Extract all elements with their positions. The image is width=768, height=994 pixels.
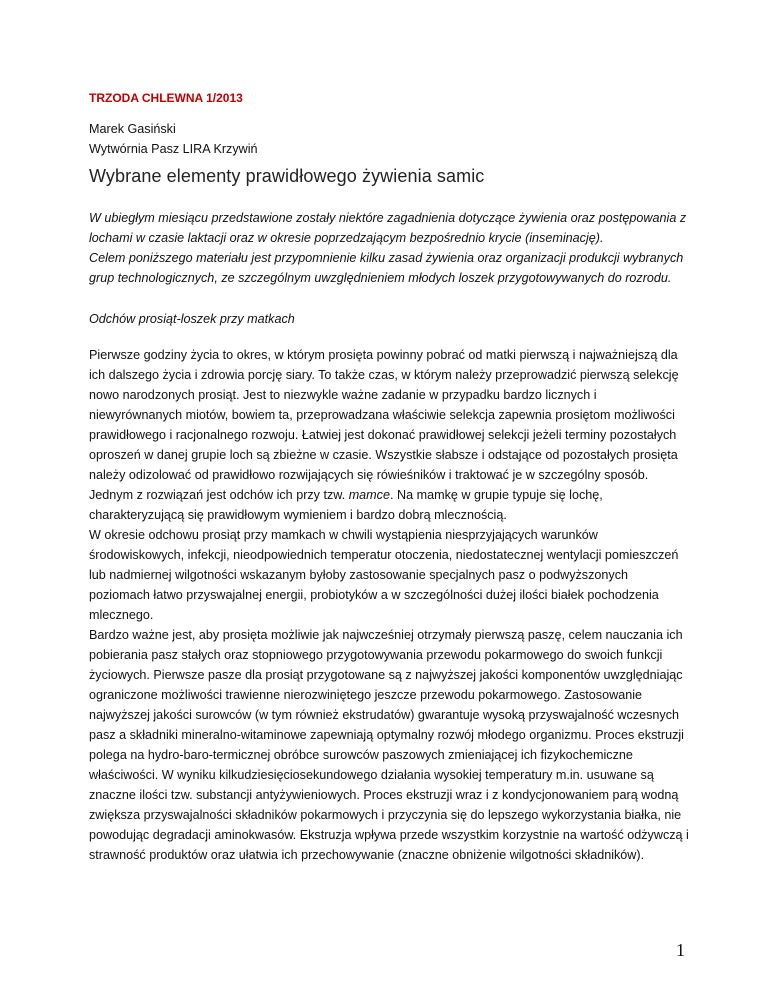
page-number: 1 — [676, 940, 685, 960]
body-paragraph-3: Bardzo ważne jest, aby prosięta możliwie jak najwcześniej otrzymały pierwszą paszę, celem nauczania ich pobierania pasz stałych oraz stopniowego przygotowywania przewodu pokarmowego do swoich funkcji życiowych. Pierwsze pasze dla prosiąt przygotowane są z najwyższej jakości komponentów uwzględniając ograniczone możliwości trawienne nierozwiniętego jeszcze przewodu pokarmowego. Zastosowanie najwyższej jakości surowców (w tym również ekstrudatów) gwarantuje wysoką przyswajalność wczesnych pasz a składniki mineralno-witaminowe zapewniają optymalny rozwój młodego organizmu. Proces ekstruzji polega na hydro-baro-termicznej obróbce surowców paszowych zmieniającej ich fizykochemiczne właściwości. W wyniku kilkudziesięciosekundowego działania wysokiej temperatury m.in. usuwane są znaczne ilości tzw. substancji antyżywieniowych. Proces ekstruzji wraz i z kondycjonowaniem parą wodną zwiększa przyswajalności składników pokarmowych i przyczynia się do lepszego wykorzystania białka, nie powodując degradacji aminokwasów. Ekstruzja wpływa przede wszystkim korzystnie na wartość odżywczą i strawność produktów oraz ułatwia ich przechowywanie (znaczne obniżenie wilgotności składników). — [89, 628, 689, 862]
author-affiliation: Wytwórnia Pasz LIRA Krzywiń — [89, 142, 258, 156]
body-paragraph-1-emphasis: mamce — [348, 488, 390, 502]
author-block — [89, 119, 258, 159]
article-body — [89, 345, 689, 865]
body-paragraph-1 — [89, 345, 689, 525]
body-paragraph-1-part-2: . Na mamkę w grupie typuje się lochę, charakteryzującą się prawidłowym wymieniem i bardzo dobrą mlecznością. — [89, 488, 603, 522]
body-paragraph-1-part-1: Pierwsze godziny życia to okres, w którym prosięta powinny pobrać od matki pierwszą i najważniejszą dla ich dalszego życia i zdrowia porcję siary. To także czas, w którym należy przeprowadzić pierwszą selekcję nowo narodzonych prosiąt. Jest to niezwykle ważne zadanie w przypadku bardzo licznych i niewyrównanych miotów, bowiem ta, przeprowadzana właściwie selekcja zapewnia prosiętom możliwości prawidłowego i racjonalnego rozwoju. Łatwiej jest dokonać prawidłowej selekcji jeżeli terminy pozostałych oproszeń w danej grupie loch są zbieżne w czasie. Wszystkie słabsze i odstające od pozostałych prosięta należy odizolować od prawidłowo rozwijających się rówieśników i traktować je w szczególny sposób. Jednym z rozwiązań jest odchów ich przy tzw. — [89, 348, 679, 502]
author-name: Marek Gasiński — [89, 122, 176, 136]
section-heading: Odchów prosiąt-loszek przy matkach — [89, 312, 295, 326]
intro-paragraph-2: Celem poniższego materiału jest przypomnienie kilku zasad żywienia oraz organizacji produkcji wybranych grup technologicznych, ze szczególnym uwzględnieniem młodych loszek przygotowywanych do rozrodu. — [89, 251, 684, 285]
article-intro — [89, 208, 689, 288]
journal-header: TRZODA CHLEWNA 1/2013 — [89, 91, 243, 105]
article-title: Wybrane elementy prawidłowego żywienia samic — [89, 166, 485, 186]
body-paragraph-2: W okresie odchowu prosiąt przy mamkach w chwili wystąpienia niesprzyjających warunków środowiskowych, infekcji, nieodpowiednich temperatur otoczenia, niedostatecznej wentylacji pomieszczeń lub nadmiernej wilgotności wskazanym byłoby zastosowanie specjalnych pasz o podwyższonych poziomach łatwo przyswajalnej energii, probiotyków a w szczególności dużej ilości białek pochodzenia mlecznego. — [89, 528, 679, 622]
intro-paragraph-1: W ubiegłym miesiącu przedstawione zostały niektóre zagadnienia dotyczące żywienia oraz postępowania z lochami w czasie laktacji oraz w okresie poprzedzającym bezpośrednio krycie (inseminację). — [89, 211, 687, 245]
